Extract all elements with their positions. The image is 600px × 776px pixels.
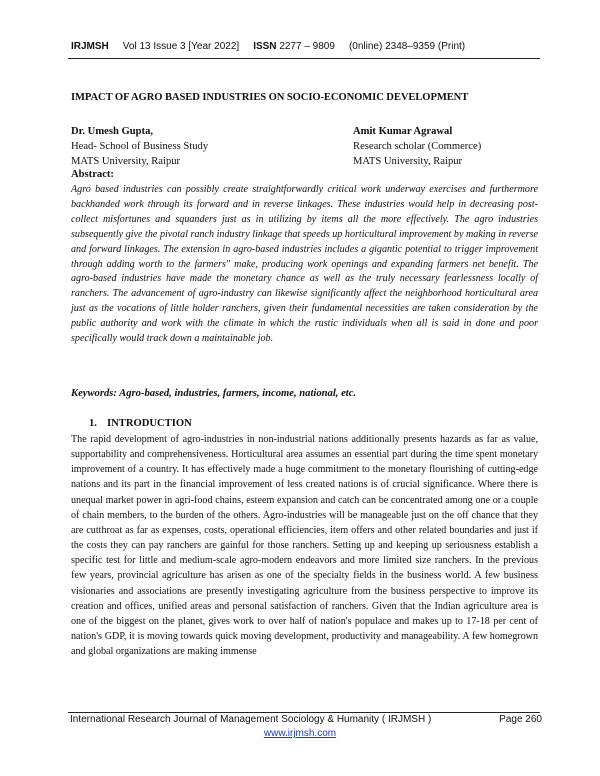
paper-title: IMPACT OF AGRO BASED INDUSTRIES ON SOCIO-ECONOMIC DEVELOPMENT [71,92,469,103]
author-2-affiliation: MATS University, Raipur [353,156,463,167]
section-number: 1. [89,418,97,429]
abstract-body: Agro based industries can possibly create straightforwardly critical work underway exercises and furthermore backhanded work through its forward and in reverse linkages. These industries would help in decreasing post-collect misfortunes and squanders just as in utilizing by items all the more effectively. The agro industries subsequently give the pivotal ranch industry linkage that speeds up horticultural improvement by making in reverse and forward linkages. The extension in agro-based industries includes a gigantic potential to trigger improvement through adding worth to the farmers" make, producing work openings and expanding farmers net benefit. The agro-based industries have made the monetary chance as well as the truly necessary fearlessness locally of ranchers. The advancement of agro-industry can likewise significantly affect the neighborhood horticultural area just as the vocations of little holder ranchers, given their fundamental necessities are taken consideration by the public authority and work with the climate in which the rustic individuals when all is said in done and poor specifically would track down a maintainable job. [71,184,538,345]
section-title: INTRODUCTION [107,418,192,429]
author-2 [353,124,481,169]
author-1-role: Head- School of Business Study [71,141,209,152]
author-1-name: Dr. Umesh Gupta, [71,126,154,137]
journal-website-link[interactable]: www.irjmsh.com [263,728,337,739]
page-number: Page 260 [499,714,542,725]
running-footer [70,714,542,725]
author-2-name: Amit Kumar Agrawal [353,126,453,137]
keywords: Keywords: Agro-based, industries, farmers, income, national, etc. [71,388,357,399]
journal-full-name: International Research Journal of Management Sociology & Humanity ( IRJMSH ) [70,714,432,725]
introduction-body: The rapid development of agro-industries in non-industrial nations additionally presents hazards as far as value, supportability and comprehensiveness. Horticultural area assumes an essential part during the time spent monetary improvement of a country. It has effectively made a huge commitment to the monetary flourishing of cutting-edge nations and its part in the financial improvement of less created nations is of crucial significance. Where there is unequal market power in agri-food chains, esteem expansion and catch can be concentrated among one or a couple of chain members, to the burden of the others. Agro-industries will be manageable just on the off chance that they are cutthroat as far as expenses, costs, operational efficiencies, item offers and other related boundaries and just if the costs they can pay ranchers are gainful for those ranchers. Setting up and keeping up seriousness establish a specific test for little and medium-scale agro-modern endeavors and more limited size ranchers. In the previous few years, provincial agriculture has arisen as one of the specialty fields in the business world. A few business visionaries and associations are presently investigating agriculture from the business perspective to improve its creation and offices, unified areas and personal satisfaction of ranchers. Given that the Indian agriculture area is one of the biggest on the planet, gives work to over half of nation's populace and makes up to 17-18 per cent of nation's GDP, it is moving towards quick moving development, productivity and manageability. A few homegrown and global organizations are making immense [71,434,538,658]
running-header [71,41,541,52]
issn-number: 2277 – 9809 [279,41,335,52]
author-2-role: Research scholar (Commerce) [353,141,482,152]
volume-info: Vol 13 Issue 3 [Year 2022] [122,41,240,52]
author-1 [71,124,208,169]
journal-abbrev: IRJMSH [71,41,109,52]
issn-online-print: (0nline) 2348–9359 (Print) [348,41,466,52]
footer-divider [68,712,540,713]
header-divider [68,58,540,59]
abstract-heading: Abstract: [71,169,114,180]
section-heading [89,418,192,429]
issn-label: ISSN [253,41,277,52]
author-1-affiliation: MATS University, Raipur [71,156,181,167]
